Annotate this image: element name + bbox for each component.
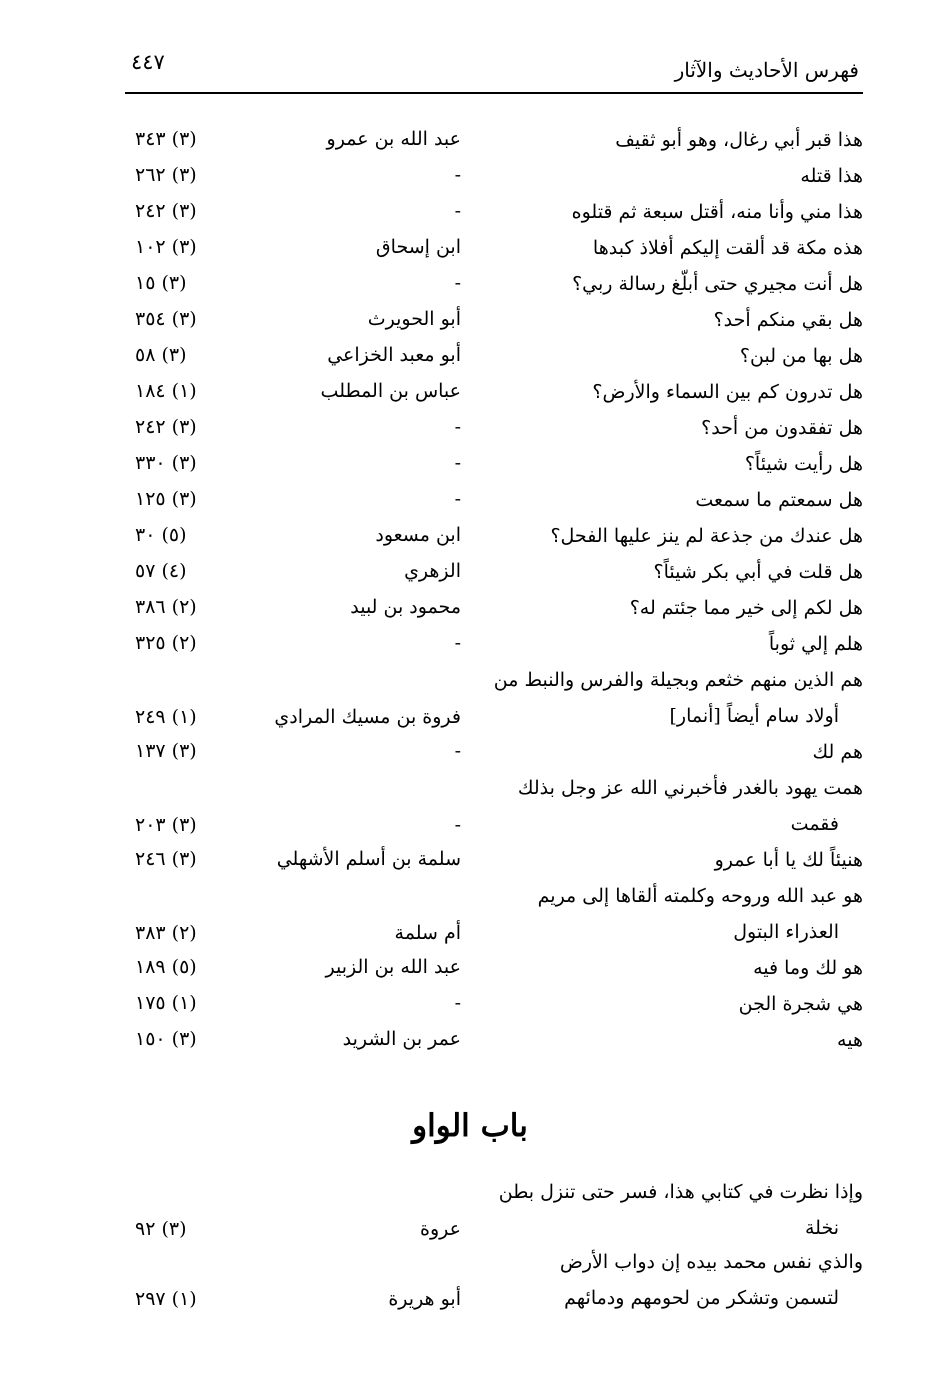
volume-page-ref: (٣) ٣٣٠ (135, 452, 197, 474)
index-entry (125, 226, 863, 260)
hadith-text: هل لكم إلى خير مما جئتم له؟ (629, 597, 863, 619)
narrator: أبو الحويرث (367, 308, 461, 330)
hadith-text-line1: هم الذين منهم خثعم وبجيلة والفرس والنبط من (493, 669, 863, 691)
volume-page-ref: (٣) ٢٤٢ (135, 200, 197, 222)
index-entry (125, 262, 863, 296)
index-entry (125, 838, 863, 872)
volume-page-ref: (٥) ٣٠ (135, 524, 187, 546)
hadith-text (463, 878, 863, 950)
index-entry (125, 1240, 863, 1312)
index-entry (125, 586, 863, 620)
hadith-text-line2: لتسمن وتشكر من لحومهم ودمائهم (564, 1287, 839, 1309)
index-entry (125, 946, 863, 980)
hadith-text: هنيئاً لك يا أبا عمرو (714, 849, 863, 871)
index-entry (125, 190, 863, 224)
narrator: أبو معبد الخزاعي (327, 344, 461, 366)
volume-page-ref: (٣) ١٥٠ (135, 1028, 197, 1050)
volume-page-ref: (٣) ١٣٧ (135, 740, 197, 762)
index-entry (125, 478, 863, 512)
narrator: عبد الله بن الزبير (325, 956, 461, 978)
hadith-text: هل قلت في أبي بكر شيئاً؟ (653, 561, 863, 583)
index-entry (125, 370, 863, 404)
volume-page-ref: (٣) ١٠٢ (135, 236, 197, 258)
volume-page-ref: (٢) ٣٨٦ (135, 596, 197, 618)
running-title: فهرس الأحاديث والآثار (674, 58, 859, 82)
narrator: ابن مسعود (375, 524, 461, 546)
volume-page-ref: (٣) ٢٦٢ (135, 164, 197, 186)
hadith-text: هل سمعتم ما سمعت (695, 489, 863, 511)
narrator: سلمة بن أسلم الأشهلي (276, 848, 461, 870)
hadith-text: هذا قتله (800, 165, 863, 187)
volume-page-ref: (٣) ٢٤٦ (135, 848, 197, 870)
volume-page-ref: (١) ٢٤٩ (135, 706, 197, 728)
hadith-text-line1: همت يهود بالغدر فأخبرني الله عز وجل بذلك (517, 777, 863, 799)
hadith-text (463, 662, 863, 734)
hadith-text: هل بها من لبن؟ (739, 345, 863, 367)
hadith-text: هي شجرة الجن (738, 993, 863, 1015)
index-entry (125, 550, 863, 584)
hadith-text: هو لك وما فيه (753, 957, 863, 979)
hadith-text-line2: العذراء البتول (733, 921, 839, 943)
index-entry (125, 1170, 863, 1242)
narrator: عروة (420, 1218, 461, 1240)
index-entry (125, 514, 863, 548)
narrator: أبو هريرة (388, 1288, 461, 1310)
narrator: ابن إسحاق (375, 236, 461, 258)
volume-page-ref: (٣) ٩٢ (135, 1218, 187, 1240)
narrator: - (454, 992, 461, 1014)
hadith-text: هيه (837, 1029, 863, 1051)
index-entry (125, 1018, 863, 1052)
narrator: أم سلمة (394, 922, 461, 944)
hadith-text: هل رأيت شيئاً؟ (744, 453, 863, 475)
narrator: - (454, 632, 461, 654)
index-entry (125, 442, 863, 476)
narrator: عباس بن المطلب (320, 380, 461, 402)
hadith-text: هل تفقدون من أحد؟ (701, 417, 863, 439)
volume-page-ref: (٣) ٢٤٢ (135, 416, 197, 438)
volume-page-ref: (٢) ٣٢٥ (135, 632, 197, 654)
volume-page-ref: (٥) ١٨٩ (135, 956, 197, 978)
narrator: عمر بن الشريد (342, 1028, 461, 1050)
narrator: - (454, 740, 461, 762)
index-entry (125, 622, 863, 656)
volume-page-ref: (٣) ١٢٥ (135, 488, 197, 510)
index-entry (125, 406, 863, 440)
hadith-text-line2: فقمت (790, 813, 839, 835)
hadith-text (463, 1244, 863, 1316)
volume-page-ref: (٣) ٢٠٣ (135, 814, 197, 836)
index-entry (125, 154, 863, 188)
narrator: - (454, 488, 461, 510)
hadith-text (463, 770, 863, 842)
hadith-text: هذا مني وأنا منه، أقتل سبعة ثم قتلوه (571, 201, 863, 223)
volume-page-ref: (٤) ٥٧ (135, 560, 187, 582)
hadith-text-line2: نخلة (804, 1217, 839, 1239)
hadith-text (463, 1174, 863, 1246)
volume-page-ref: (٣) ٣٥٤ (135, 308, 197, 330)
hadith-text: هل عندك من جذعة لم ينز عليها الفحل؟ (550, 525, 863, 547)
hadith-text: هلم إلي ثوباً (768, 633, 863, 655)
hadith-text-line2: أولاد سام أيضاً [أنمار] (669, 705, 839, 727)
narrator: - (454, 272, 461, 294)
narrator: - (454, 200, 461, 222)
narrator: - (454, 814, 461, 836)
volume-page-ref: (٣) ٥٨ (135, 344, 187, 366)
hadith-text: هذه مكة قد ألقت إليكم أفلاذ كبدها (592, 237, 863, 259)
volume-page-ref: (٢) ٣٨٣ (135, 922, 197, 944)
index-entry (125, 118, 863, 152)
narrator: فروة بن مسيك المرادي (274, 706, 461, 728)
volume-page-ref: (٣) ١٥ (135, 272, 187, 294)
section-heading: باب الواو (412, 1108, 528, 1144)
index-entry (125, 334, 863, 368)
index-entry (125, 298, 863, 332)
narrator: محمود بن لبيد (350, 596, 461, 618)
hadith-text: هل تدرون كم بين السماء والأرض؟ (592, 381, 863, 403)
hadith-text: هل بقي منكم أحد؟ (713, 309, 863, 331)
narrator: - (454, 452, 461, 474)
narrator: - (454, 164, 461, 186)
index-entry (125, 874, 863, 946)
narrator: عبد الله بن عمرو (326, 128, 461, 150)
index-entry (125, 766, 863, 838)
narrator: - (454, 416, 461, 438)
hadith-text: هم لك (812, 741, 863, 763)
hadith-text: هل أنت مجيري حتى أبلّغ رسالة ربي؟ (572, 273, 863, 295)
index-entry (125, 730, 863, 764)
volume-page-ref: (٣) ٣٤٣ (135, 128, 197, 150)
volume-page-ref: (١) ١٨٤ (135, 380, 197, 402)
hadith-text-line1: هو عبد الله وروحه وكلمته ألقاها إلى مريم (537, 885, 863, 907)
volume-page-ref: (١) ١٧٥ (135, 992, 197, 1014)
index-entry (125, 658, 863, 730)
hadith-text-line1: وإذا نظرت في كتابي هذا، فسر حتى تنزل بطن (498, 1181, 863, 1203)
hadith-text: هذا قبر أبي رغال، وهو أبو ثقيف (615, 129, 863, 151)
volume-page-ref: (١) ٢٩٧ (135, 1288, 197, 1310)
index-entry (125, 982, 863, 1016)
page-header (125, 44, 863, 94)
page-number: ٤٤٧ (131, 50, 165, 74)
narrator: الزهري (404, 560, 461, 582)
hadith-text-line1: والذي نفس محمد بيده إن دواب الأرض (559, 1251, 863, 1273)
